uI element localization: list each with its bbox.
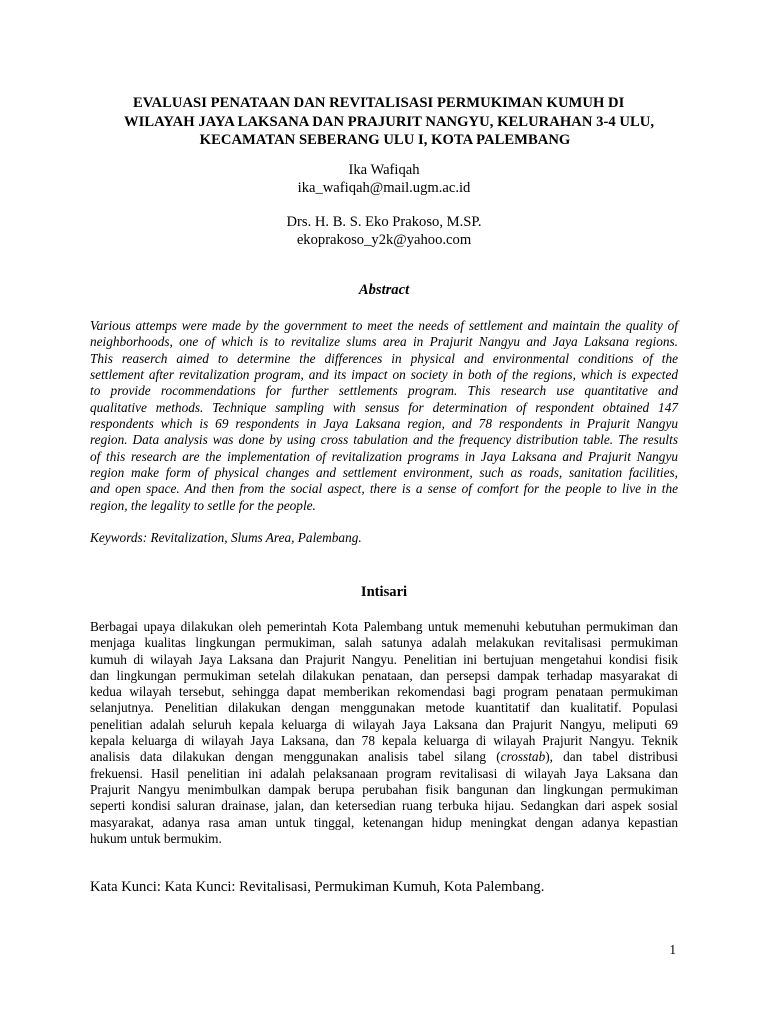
intisari-line: frekuensi. Hasil penelitian ini adalah pelaksanaan program revitalisasi di wilayah Jaya Laksana dan <box>90 765 678 781</box>
abstract-line: respondents which is 69 respondents in Jaya Laksana region, and 78 respondents in Prajurit Nangyu <box>90 416 678 432</box>
abstract-line: to provide rocommendations for further settlements program. This research use quantitative and <box>90 383 678 399</box>
intisari-line: selanjutnya. Penelitian dilakukan dengan menggunakan metode kuantitatif dan kualitatif. Populasi <box>90 700 678 716</box>
abstract-body <box>90 318 678 514</box>
intisari-heading: Intisari <box>360 584 408 600</box>
intisari-line: penelitian adalah seluruh kepala keluarga di wilayah Jaya Laksana dan Prajurit Nangyu, meliputi 69 <box>90 716 678 732</box>
author-list <box>0 162 768 266</box>
intisari-line: kedua wilayah tersebut, sehingga dapat memberikan rekomendasi bagi program penataan permukiman <box>90 684 678 700</box>
intisari-text: analisis data dilakukan dengan menggunakan analisis tabel silang ( <box>90 749 501 765</box>
paper-title <box>100 94 670 150</box>
author-1 <box>0 162 768 197</box>
author-2 <box>0 214 768 249</box>
abstract-line: Various attemps were made by the government to meet the needs of settlement and maintain the quality of <box>90 318 678 333</box>
abstract-line: of this research are the implementation of revitalization programs in Jaya Laksana and Prajurit Nangyu <box>90 448 678 464</box>
author-email: ekoprakoso_y2k@yahoo.com <box>296 231 472 248</box>
author-name: Drs. H. B. S. Eko Prakoso, M.SP. <box>286 214 482 231</box>
abstract-line: qualitative methods. Technique sampling with sensus for determination of respondent obtained 147 <box>90 399 678 415</box>
intisari-line: masyarakat, adanya rasa aman untuk tinggal, ketenangan hidup meningkat dengan adanya kepastian <box>90 814 678 830</box>
title-line-3: KECAMATAN SEBERANG ULU I, KOTA PALEMBANG <box>199 132 571 148</box>
abstract-line: region, the legality to setlle for the people. <box>90 497 316 513</box>
intisari-line: hukum untuk bermukim. <box>90 830 222 846</box>
abstract-heading: Abstract <box>358 282 410 298</box>
intisari-line-crosstab <box>90 749 678 765</box>
intisari-line: kepala keluarga di wilayah Jaya Laksana, dan 78 kepala keluarga di wilayah Prajurit Nangyu. Teknik <box>90 733 678 749</box>
crosstab-term: crosstab <box>500 749 546 765</box>
abstract-line: region. Data analysis was done by using cross tabulation and the frequency distribution table. The results <box>90 432 678 448</box>
abstract-line: neighborhoods, one of which is to revitalize slums area in Prajurit Nangyu and Jaya Laksana regions. <box>90 334 678 350</box>
abstract-line: settlement after revitalization program, and its impact on society in both of the regions, which is expected <box>90 367 678 383</box>
intisari-text: ), dan tabel distribusi <box>545 749 678 765</box>
intisari-line: Berbagai upaya dilakukan oleh pemerintah Kota Palembang untuk memenuhi kebutuhan permukiman dan <box>90 619 678 634</box>
abstract-line: and open space. And then from the social aspect, there is a sense of comfort for the people to live in the <box>90 481 678 497</box>
author-email: ika_wafiqah@mail.ugm.ac.id <box>297 179 471 196</box>
title-line-2: WILAYAH JAYA LAKSANA DAN PRAJURIT NANGYU, KELURAHAN 3-4 ULU, <box>124 113 655 130</box>
abstract-line: This reaserch aimed to determine the differences in physical and environmental conditions of the <box>90 350 678 366</box>
intisari-line: seperti kondisi saluran drainase, jalan, dan ketersedian ruang terbuka hijau. Sedangkan dari aspek sosial <box>90 798 678 814</box>
intisari-line: kumuh di wilayah Jaya Laksana dan Prajurit Nangyu. Penelitian ini bertujuan mengetahui kondisi fisik <box>90 651 678 667</box>
abstract-keywords: Keywords: Revitalization, Slums Area, Palembang. <box>90 530 362 545</box>
author-name: Ika Wafiqah <box>348 162 420 178</box>
intisari-line: menjaga kualitas lingkungan permukiman, salah satunya adalah melakukan revitalisasi permukiman <box>90 635 678 651</box>
title-line-1: EVALUASI PENATAAN DAN REVITALISASI PERMUKIMAN KUMUH DI <box>133 95 625 111</box>
kata-kunci: Kata Kunci: Kata Kunci: Revitalisasi, Permukiman Kumuh, Kota Palembang. <box>90 879 545 895</box>
intisari-line: Prajurit Nangyu menimbulkan dampak berupa perubahan fisik bangunan dan lingkungan permukiman <box>90 781 678 797</box>
intisari-line: dan lingkungan permukiman setelah dilakukan penataan, dan persepsi dampak terhadap masyarakat di <box>90 667 678 683</box>
page-number: 1 <box>669 942 676 957</box>
intisari-body <box>90 619 678 847</box>
abstract-line: region make form of physical changes and settlement environment, such as roads, sanitation facilities, <box>90 465 678 481</box>
